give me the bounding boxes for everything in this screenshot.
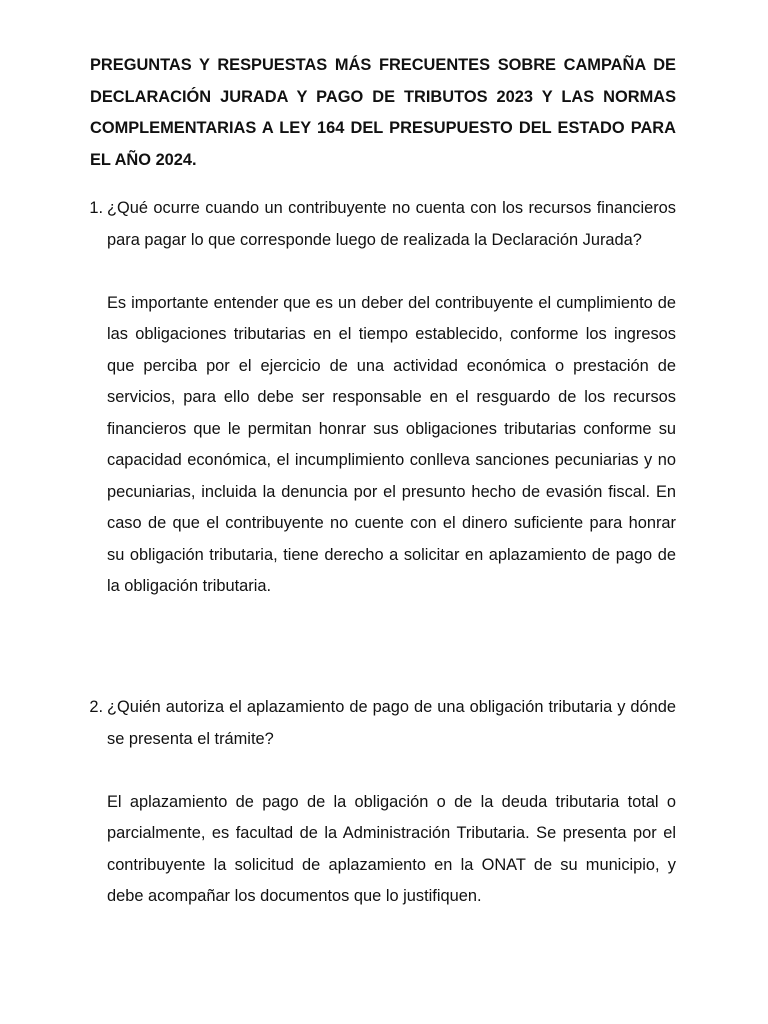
item-number: 2. xyxy=(89,698,103,716)
question-text: ¿Quién autoriza el aplazamiento de pago de una obligación tributaria y dónde se presenta el trámite? xyxy=(107,698,676,748)
document-title: PREGUNTAS Y RESPUESTAS MÁS FRECUENTES SOBRE CAMPAÑA DE DECLARACIÓN JURADA Y PAGO DE TRIBUTOS 2023 Y LAS NORMAS COMPLEMENTARIAS A LEY 164 DEL PRESUPUESTO DEL ESTADO PARA EL AÑO 2024. xyxy=(90,56,676,169)
question-text: ¿Qué ocurre cuando un contribuyente no cuenta con los recursos financieros para pagar lo que corresponde luego de realizada la Declaración Jurada? xyxy=(107,199,676,249)
faq-item-2 xyxy=(89,692,676,913)
answer-text: Es importante entender que es un deber del contribuyente el cumplimiento de las obligaciones tributarias en el tiempo establecido, conforme los ingresos que perciba por el ejercicio de una actividad económica o prestación de servicios, para ello debe ser responsable en el resguardo de los recursos financieros que le permitan honrar sus obligaciones tributarias conforme su capacidad económica, el incumplimiento conlleva sanciones pecuniarias y no pecuniarias, incluida la denuncia por el presunto hecho de evasión fiscal. En caso de que el contribuyente no cuente con el dinero suficiente para honrar su obligación tributaria, tiene derecho a solicitar en aplazamiento de pago de la obligación tributaria. xyxy=(107,293,676,595)
answer-text: El aplazamiento de pago de la obligación o de la deuda tributaria total o parcialmente, es facultad de la Administración Tributaria. Se presenta por el contribuyente la solicitud de aplazamiento en la ONAT de su municipio, y debe acompañar los documentos que lo justifiquen. xyxy=(107,792,676,905)
faq-item-1 xyxy=(89,193,676,603)
item-number: 1. xyxy=(89,199,103,217)
